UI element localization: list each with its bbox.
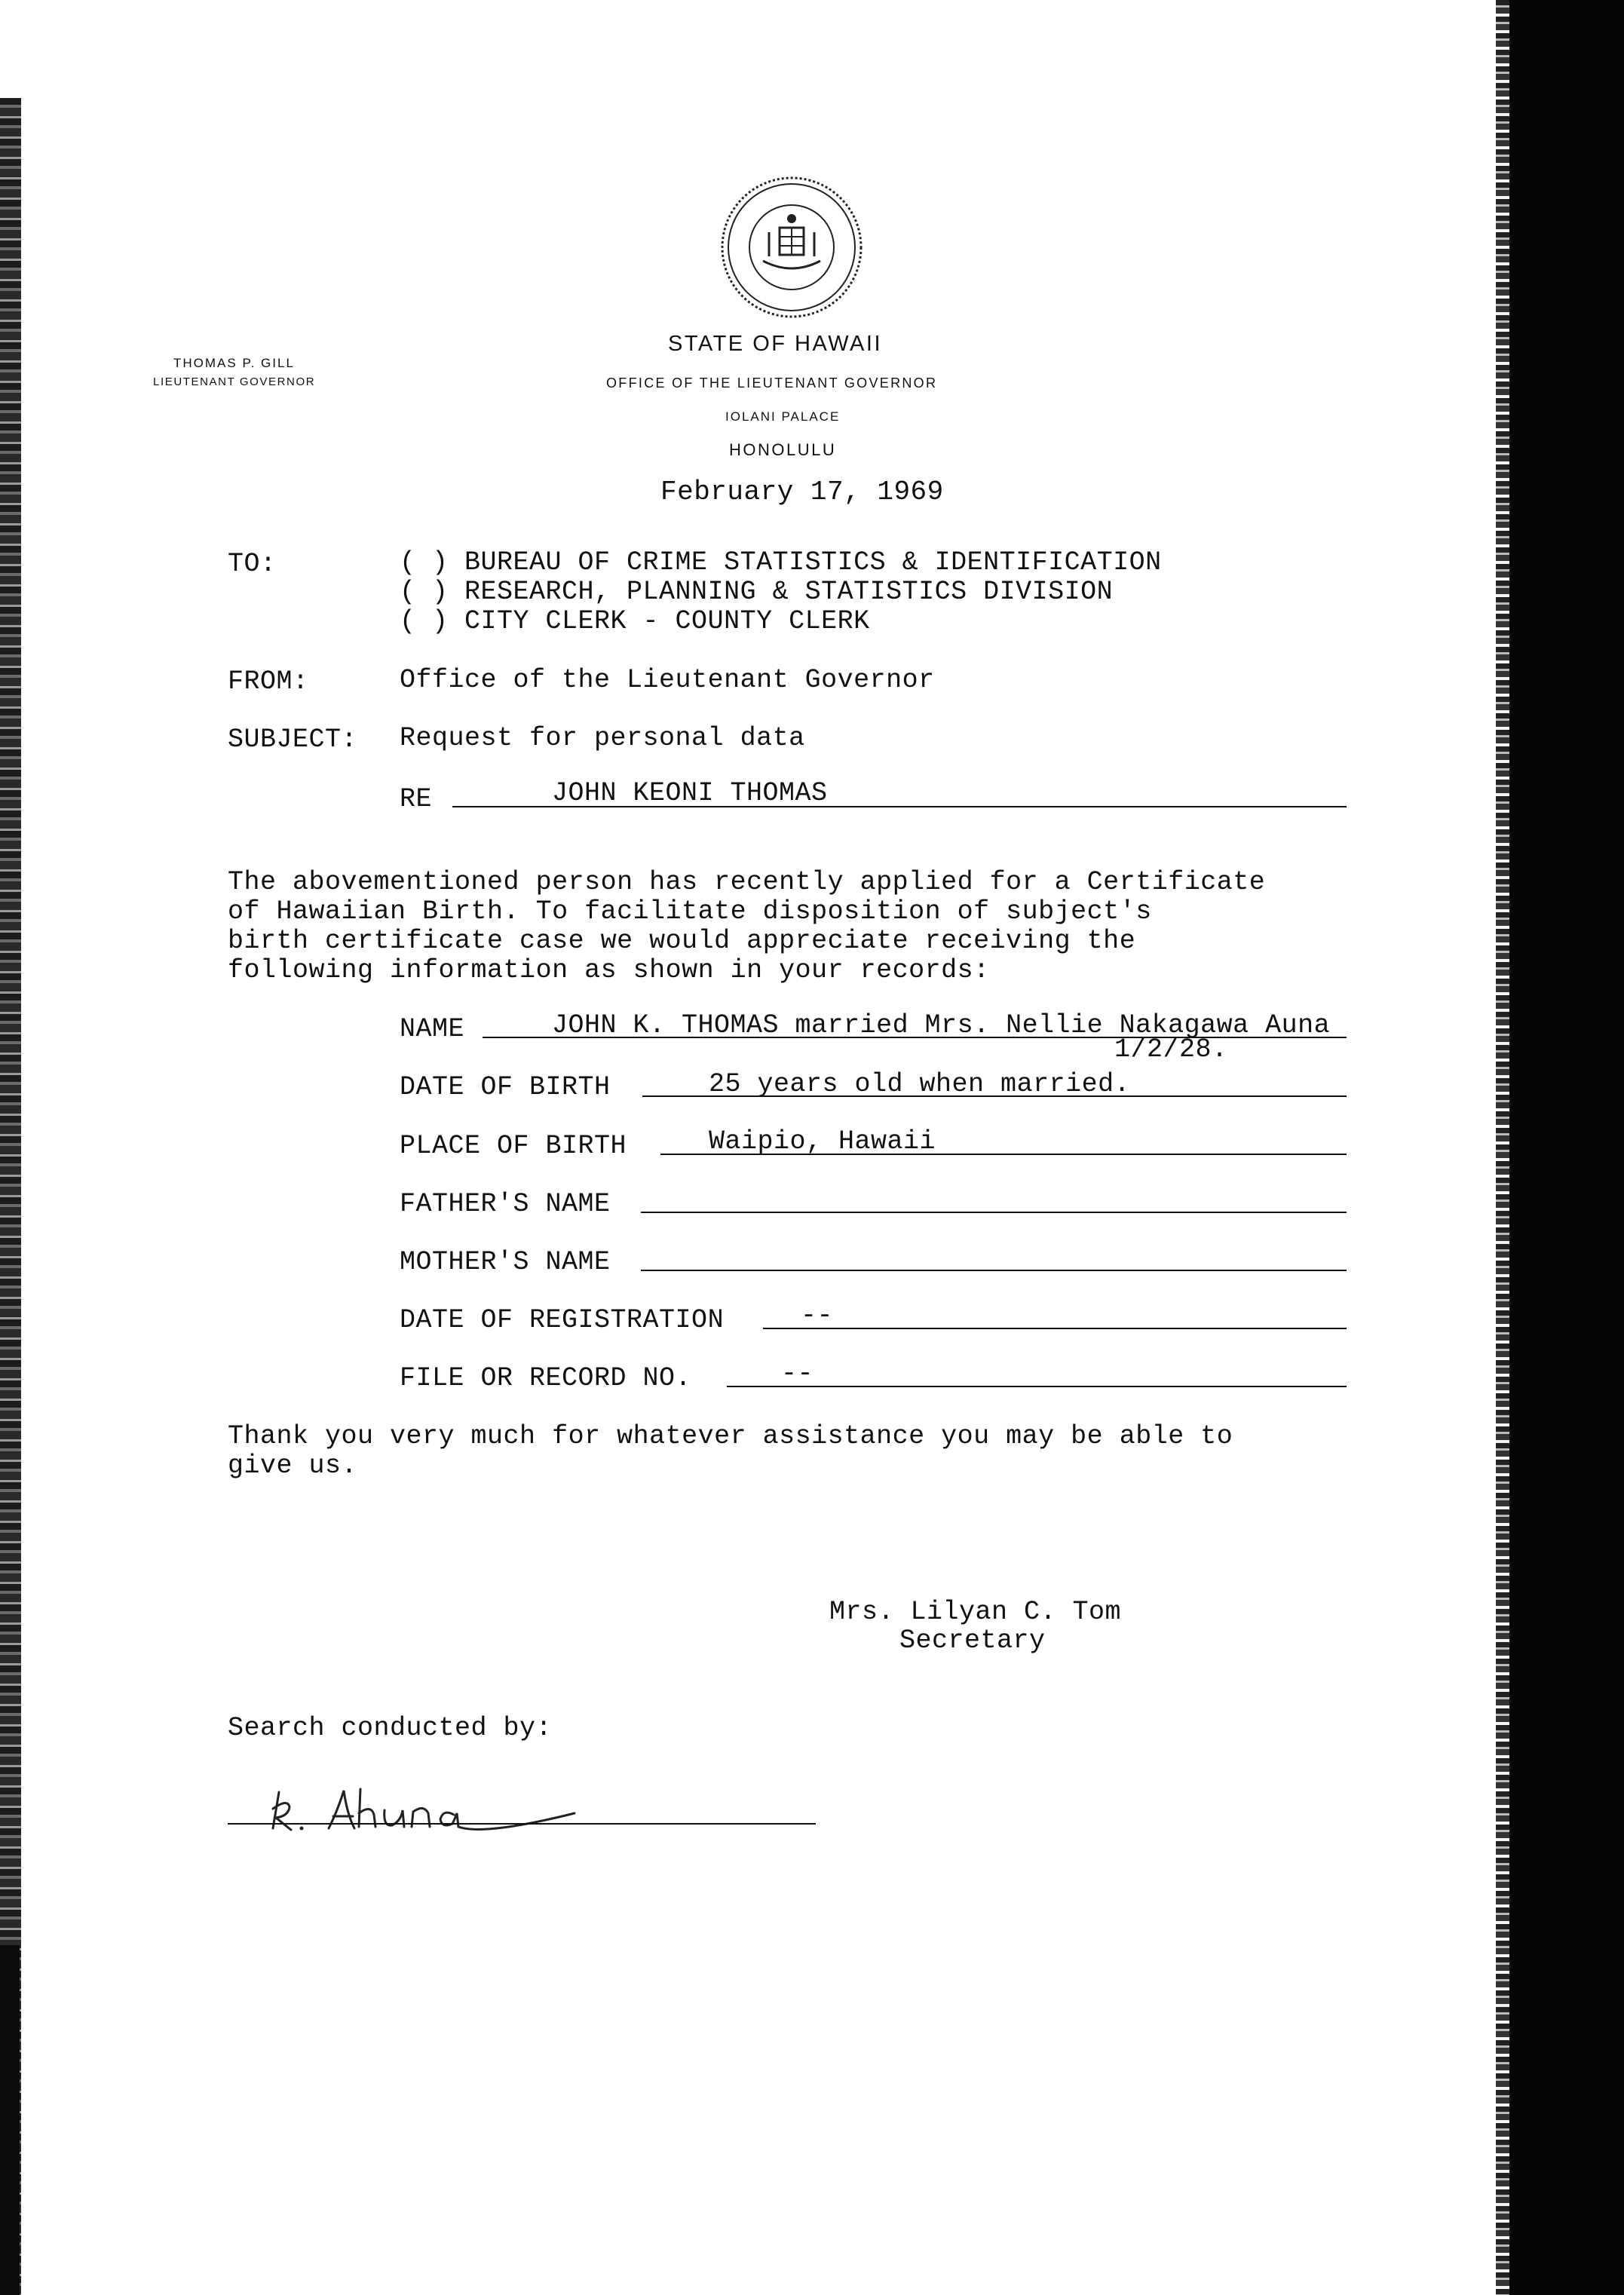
signatory-name: Mrs. Lilyan C. Tom <box>829 1597 1122 1627</box>
re-value: JOHN KEONI THOMAS <box>552 778 828 808</box>
search-conducted-label: Search conducted by: <box>228 1713 553 1743</box>
name-value: JOHN K. THOMAS married Mrs. Nellie Nakagawa Auna <box>552 1010 1331 1040</box>
body-line-1: The abovementioned person has recently applied for a Certificate <box>228 867 1266 897</box>
scan-edge-left-dark <box>0 1945 20 2295</box>
official-name: THOMAS P. GILL <box>173 356 295 370</box>
body-line-4: following information as shown in your records: <box>228 955 990 985</box>
signatory-title: Secretary <box>899 1625 1046 1656</box>
closing-line-2: give us. <box>228 1451 358 1481</box>
date-of-registration-underline <box>763 1328 1347 1329</box>
letterhead-office: OFFICE OF THE LIEUTENANT GOVERNOR <box>606 375 938 391</box>
from-value: Office of the Lieutenant Governor <box>400 665 935 695</box>
place-of-birth-label: PLACE OF BIRTH <box>400 1131 627 1161</box>
letterhead-city: HONOLULU <box>729 440 837 459</box>
subject-value: Request for personal data <box>400 723 805 753</box>
name-value-date: 1/2/28. <box>1114 1034 1228 1065</box>
scan-edge-right <box>1509 0 1624 2295</box>
subject-label: SUBJECT: <box>228 725 358 755</box>
letter-date: February 17, 1969 <box>660 476 944 507</box>
file-or-record-no-underline <box>727 1386 1347 1387</box>
handwritten-signature <box>265 1783 605 1840</box>
letterhead-palace: IOLANI PALACE <box>725 409 841 424</box>
from-label: FROM: <box>228 666 309 697</box>
date-of-registration-label: DATE OF REGISTRATION <box>400 1305 725 1335</box>
date-of-birth-label: DATE OF BIRTH <box>400 1072 611 1102</box>
date-of-registration-value: -- <box>801 1301 834 1331</box>
closing-line-1: Thank you very much for whatever assistance you may be able to <box>228 1421 1233 1451</box>
to-recipient-1: ( ) BUREAU OF CRIME STATISTICS & IDENTIFICATION <box>400 547 1162 578</box>
date-of-birth-value: 25 years old when married. <box>709 1069 1131 1099</box>
to-recipient-3: ( ) CITY CLERK - COUNTY CLERK <box>400 606 870 636</box>
file-or-record-no-label: FILE OR RECORD NO. <box>400 1363 692 1393</box>
official-title: LIEUTENANT GOVERNOR <box>153 375 316 388</box>
place-of-birth-value: Waipio, Hawaii <box>709 1126 936 1157</box>
state-seal-icon <box>716 172 867 323</box>
letterhead-state: STATE OF HAWAII <box>668 332 882 356</box>
file-or-record-no-value: -- <box>781 1359 814 1389</box>
body-line-2: of Hawaiian Birth. To facilitate disposition of subject's <box>228 896 1152 927</box>
re-label: RE <box>400 784 433 814</box>
body-line-3: birth certificate case we would appreciate receiving the <box>228 926 1136 956</box>
to-label: TO: <box>228 549 277 579</box>
fathers-name-label: FATHER'S NAME <box>400 1189 611 1219</box>
to-recipient-2: ( ) RESEARCH, PLANNING & STATISTICS DIVISION <box>400 577 1114 607</box>
signature-underline <box>228 1823 816 1825</box>
name-label: NAME <box>400 1014 465 1044</box>
fathers-name-underline <box>641 1212 1347 1213</box>
mothers-name-label: MOTHER'S NAME <box>400 1247 611 1277</box>
mothers-name-underline <box>641 1270 1347 1271</box>
